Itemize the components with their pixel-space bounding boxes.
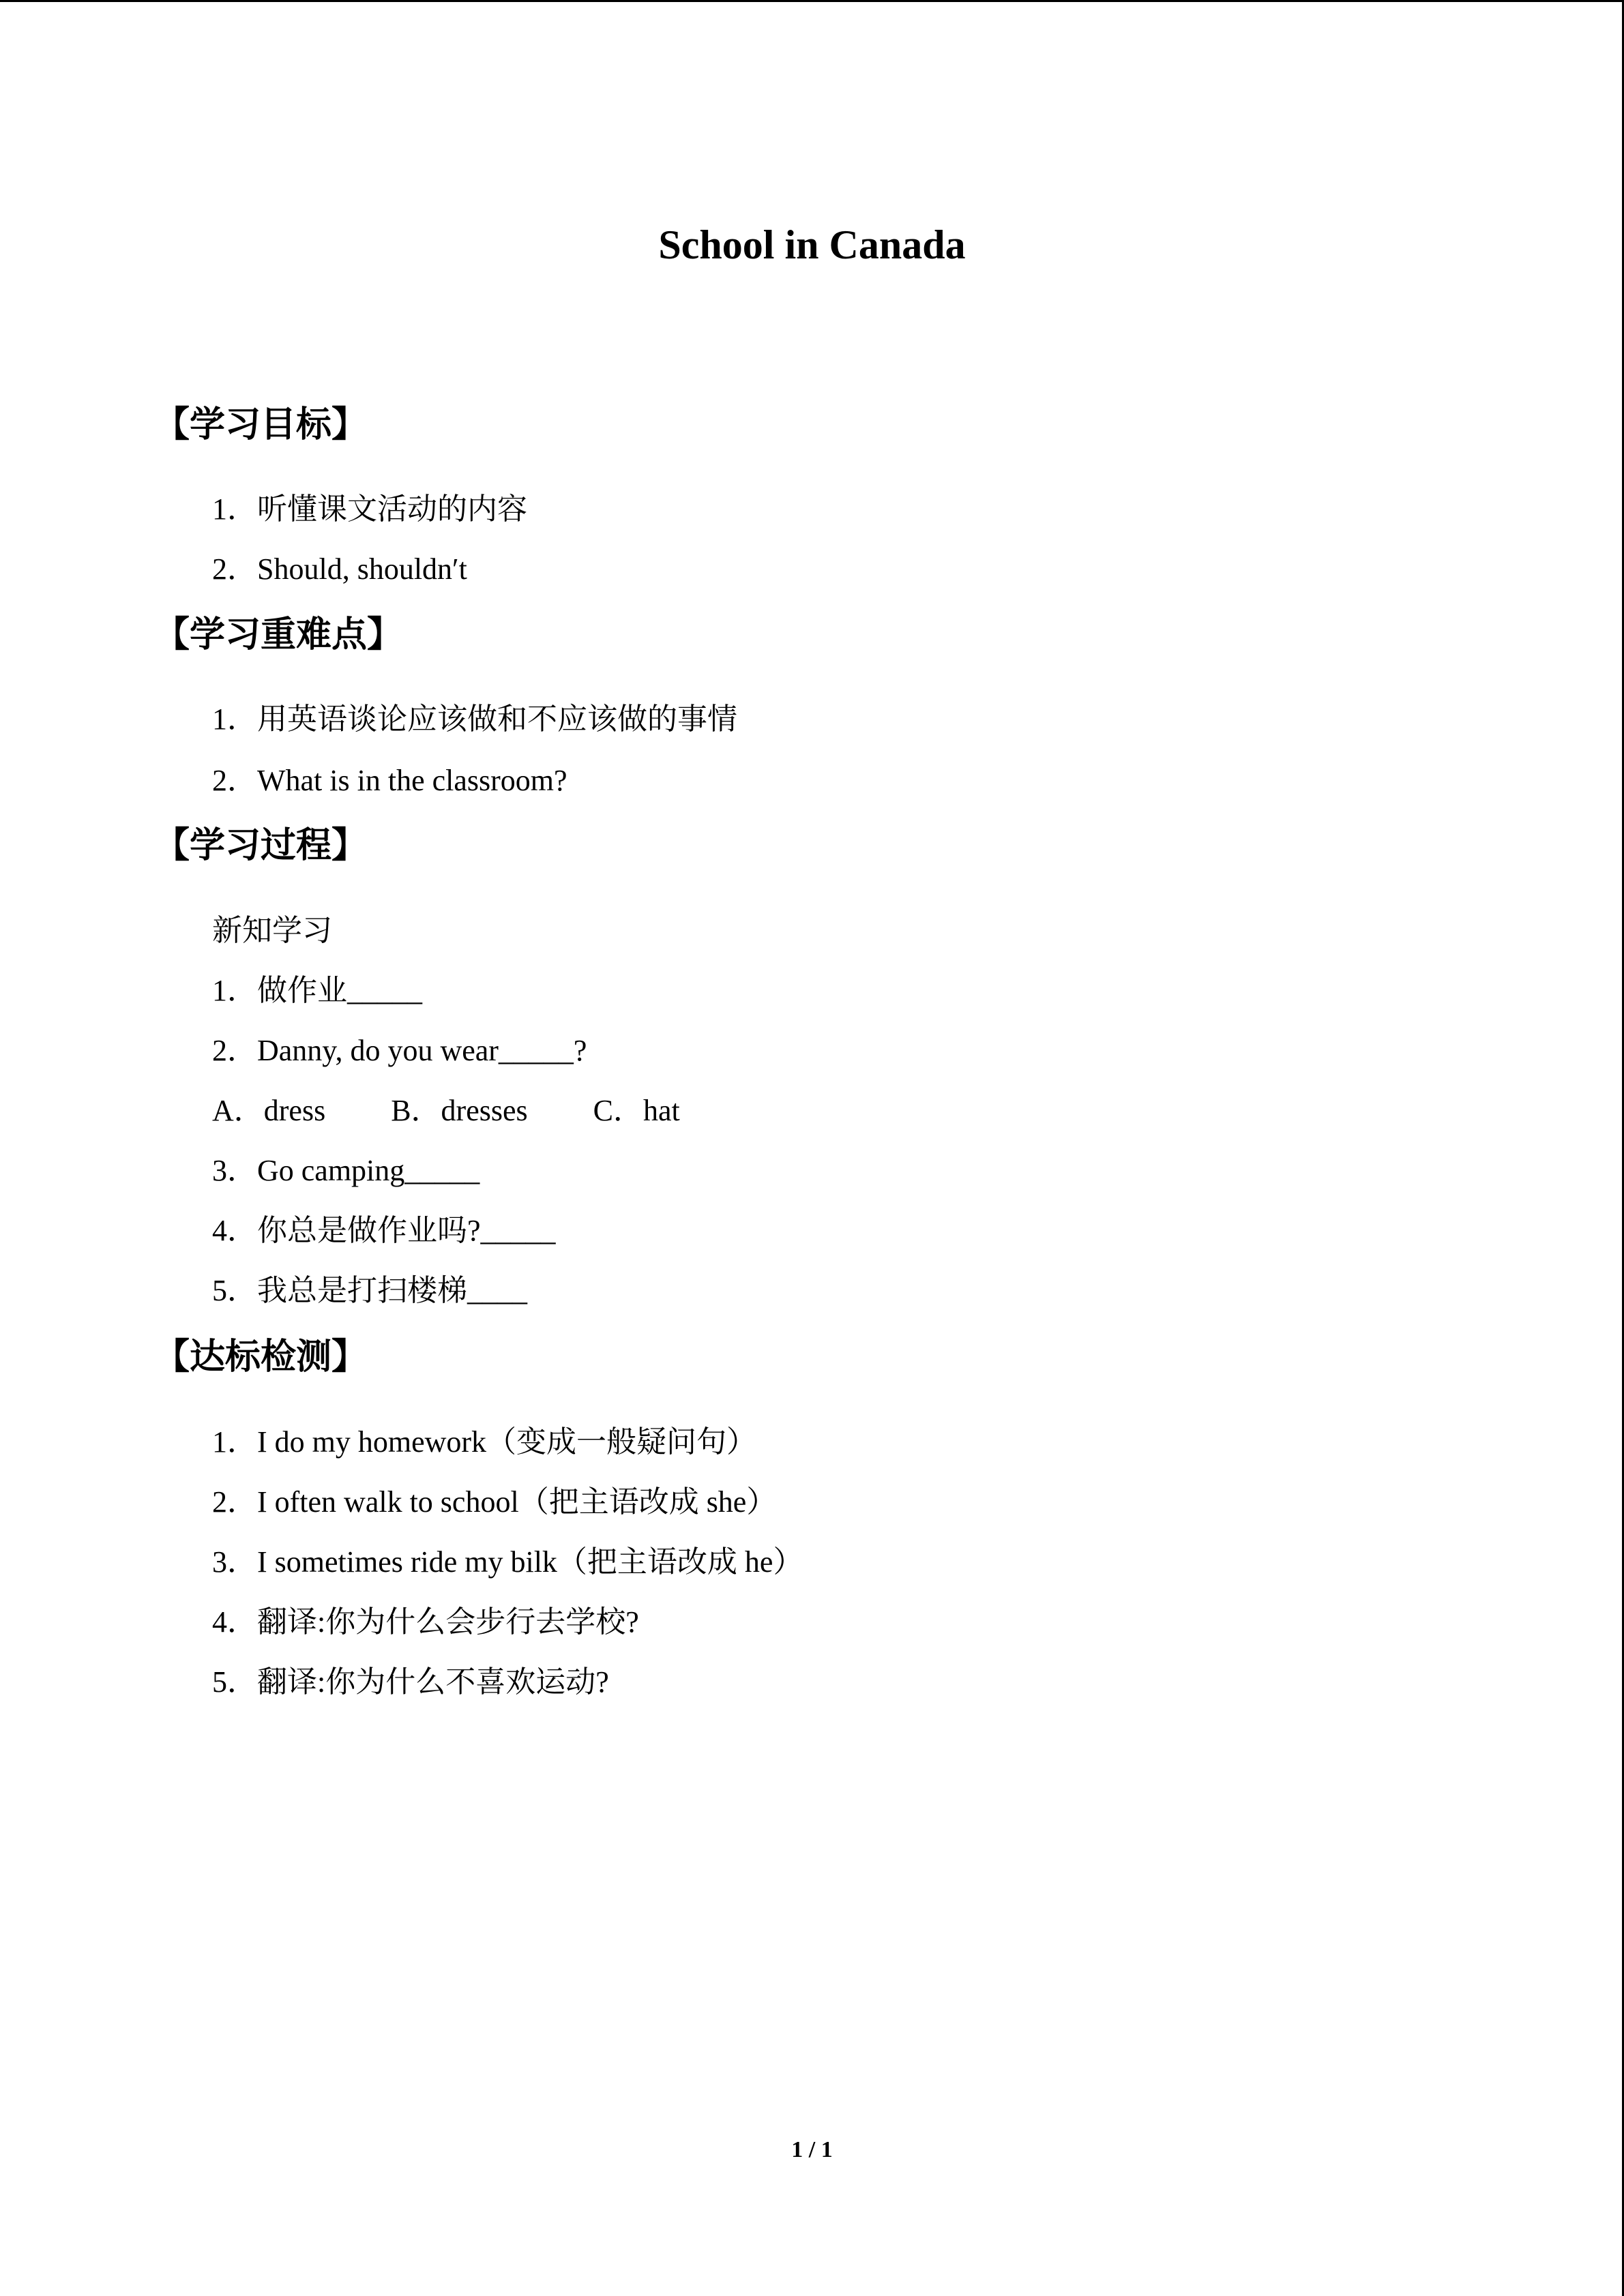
option-b: B．dresses (391, 1094, 528, 1127)
document-title: School in Canada (658, 222, 966, 267)
process-item: 3．Go camping_____ (212, 1154, 480, 1187)
assessment-item: 3．I sometimes ride my bilk（把主语改成 he） (212, 1545, 803, 1579)
answer-options (212, 1090, 680, 1131)
section-heading-assessment: 【达标检测】 (154, 1338, 368, 1377)
section-heading-key-points: 【学习重难点】 (154, 616, 403, 655)
key-point-item: 1．用英语谈论应该做和不应该做的事情 (212, 702, 737, 736)
key-point-item: 2．What is in the classroom? (212, 764, 567, 797)
assessment-item: 1．I do my homework（变成一般疑问句） (212, 1425, 757, 1459)
assessment-item: 5．翻译:你为什么不喜欢运动? (212, 1665, 609, 1699)
process-item: 5．我总是打扫楼梯____ (212, 1274, 527, 1307)
process-item: 1．做作业_____ (212, 974, 422, 1007)
section-heading-objectives: 【学习目标】 (154, 406, 368, 445)
process-item: 2．Danny, do you wear_____? (212, 1034, 587, 1067)
process-subheading: 新知学习 (212, 914, 332, 947)
option-c: C．hat (593, 1094, 680, 1127)
assessment-item: 2．I often walk to school（把主语改成 she） (212, 1485, 777, 1519)
assessment-item: 4．翻译:你为什么会步行去学校? (212, 1605, 639, 1639)
objective-item: 1．听懂课文活动的内容 (212, 492, 527, 526)
option-a: A．dress (212, 1094, 326, 1127)
page-number: 1 / 1 (791, 2137, 833, 2162)
process-item: 4．你总是做作业吗?_____ (212, 1214, 556, 1247)
objective-item: 2．Should, shouldn′t (212, 552, 467, 586)
section-heading-process: 【学习过程】 (154, 826, 368, 865)
